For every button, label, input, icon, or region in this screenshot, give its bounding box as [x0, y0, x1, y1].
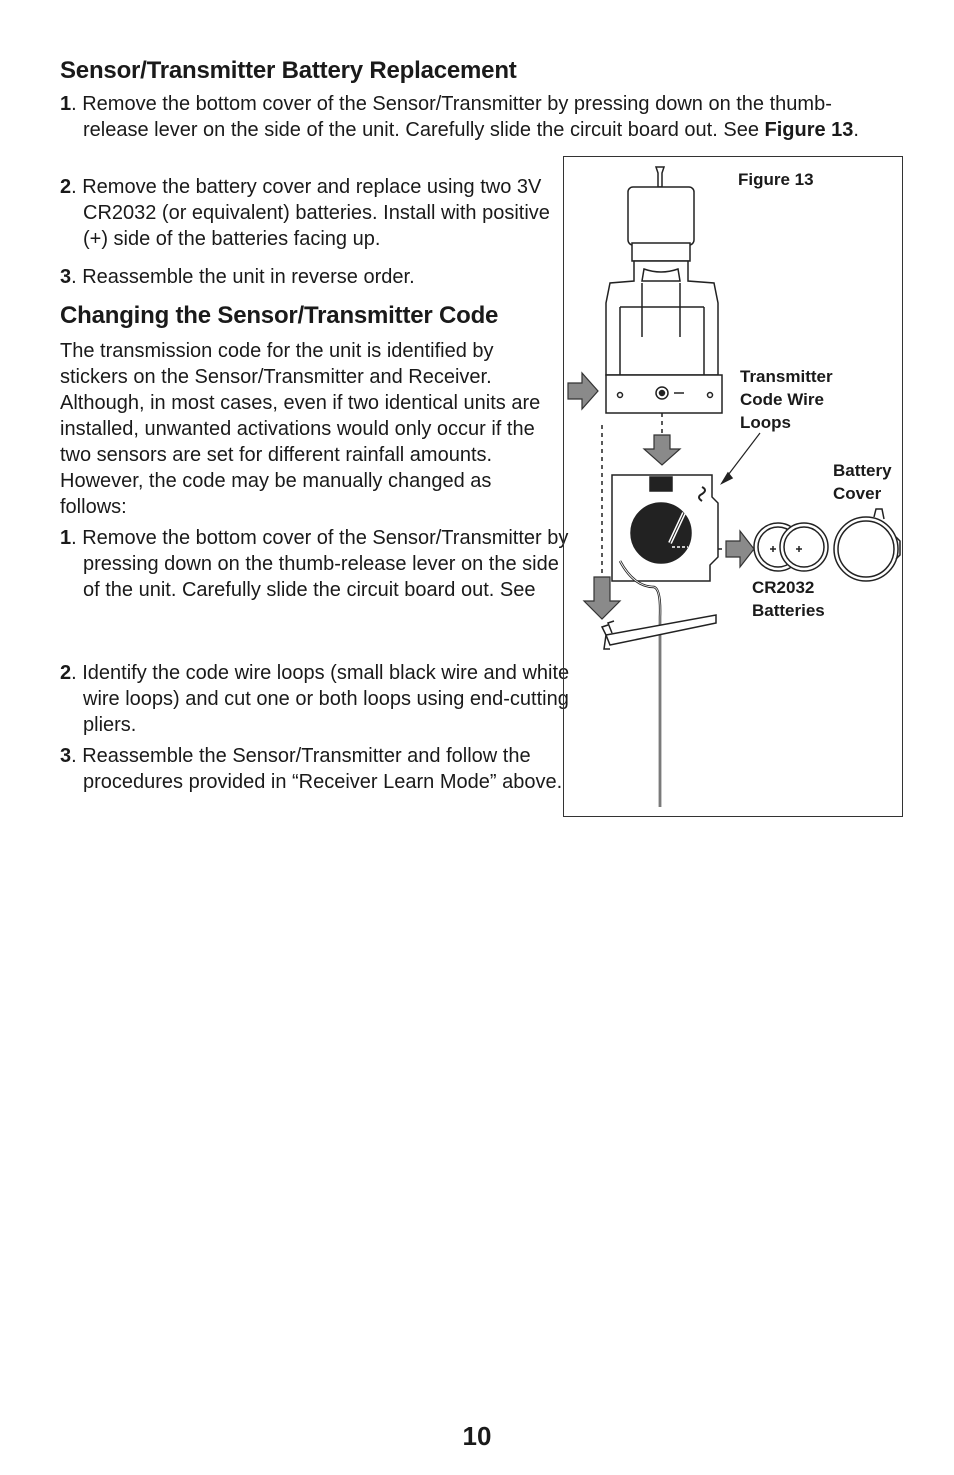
figure-title: Figure 13 [738, 170, 814, 189]
section-heading-change-code: Changing the Sensor/Transmitter Code [60, 302, 499, 329]
battery-step-3: 3. Reassemble the unit in reverse order. [60, 266, 415, 288]
battery-holder [631, 503, 691, 563]
code-step-3: 3. Reassemble the Sensor/Transmitter and follow the procedures provided in “Receiver Learn Mode” above. [60, 745, 563, 793]
label-battery-cover: Battery Cover [833, 461, 892, 503]
sensor-cap [628, 187, 694, 245]
battery-coin-2 [780, 523, 828, 571]
arrow-down-bracket [584, 577, 620, 619]
label-cr2032-batteries: CR2032 Batteries [752, 578, 825, 620]
code-step-2: 2. Identify the code wire loops (small black wire and white wire loops) and cut one or both loops using end-cutting pliers. [60, 662, 570, 736]
arrow-down-board [644, 435, 680, 465]
arrow-into-base [568, 373, 598, 409]
battery-step-2: 2. Remove the battery cover and replace using two 3V CR2032 (or equivalent) batteries. Install with positive (+) side of the batteries facing up. [60, 176, 550, 250]
change-code-intro: The transmission code for the unit is identified by stickers on the Sensor/Transmitter and Receiver. Although, in most cases, even if two identical units are installed, unwanted activations would only occur if the two sensors are set for different rainfall amounts. However, the code may be manually changed as follows: [60, 340, 541, 518]
battery-cover-part [834, 517, 898, 581]
figure-13 [563, 156, 903, 817]
section-heading-battery-replacement: Sensor/Transmitter Battery Replacement [60, 57, 517, 84]
label-transmitter-code-wire-loops: Transmitter Code Wire Loops [740, 367, 833, 432]
battery-step-1: 1. Remove the bottom cover of the Sensor/Transmitter by pressing down on the thumb-release lever on the side of the unit. Carefully slide the circuit board out. See Figure 13. [60, 93, 859, 141]
arrow-to-batteries [726, 531, 754, 567]
code-step-1: 1. Remove the bottom cover of the Sensor/Transmitter by pressing down on the thumb-release lever on the side of the unit. Carefully slide the circuit board out. See [60, 527, 569, 601]
sensor-housing [606, 261, 718, 375]
antenna-wire [620, 561, 660, 807]
page-number: 10 [462, 1421, 492, 1451]
sensor-knob [656, 167, 664, 187]
